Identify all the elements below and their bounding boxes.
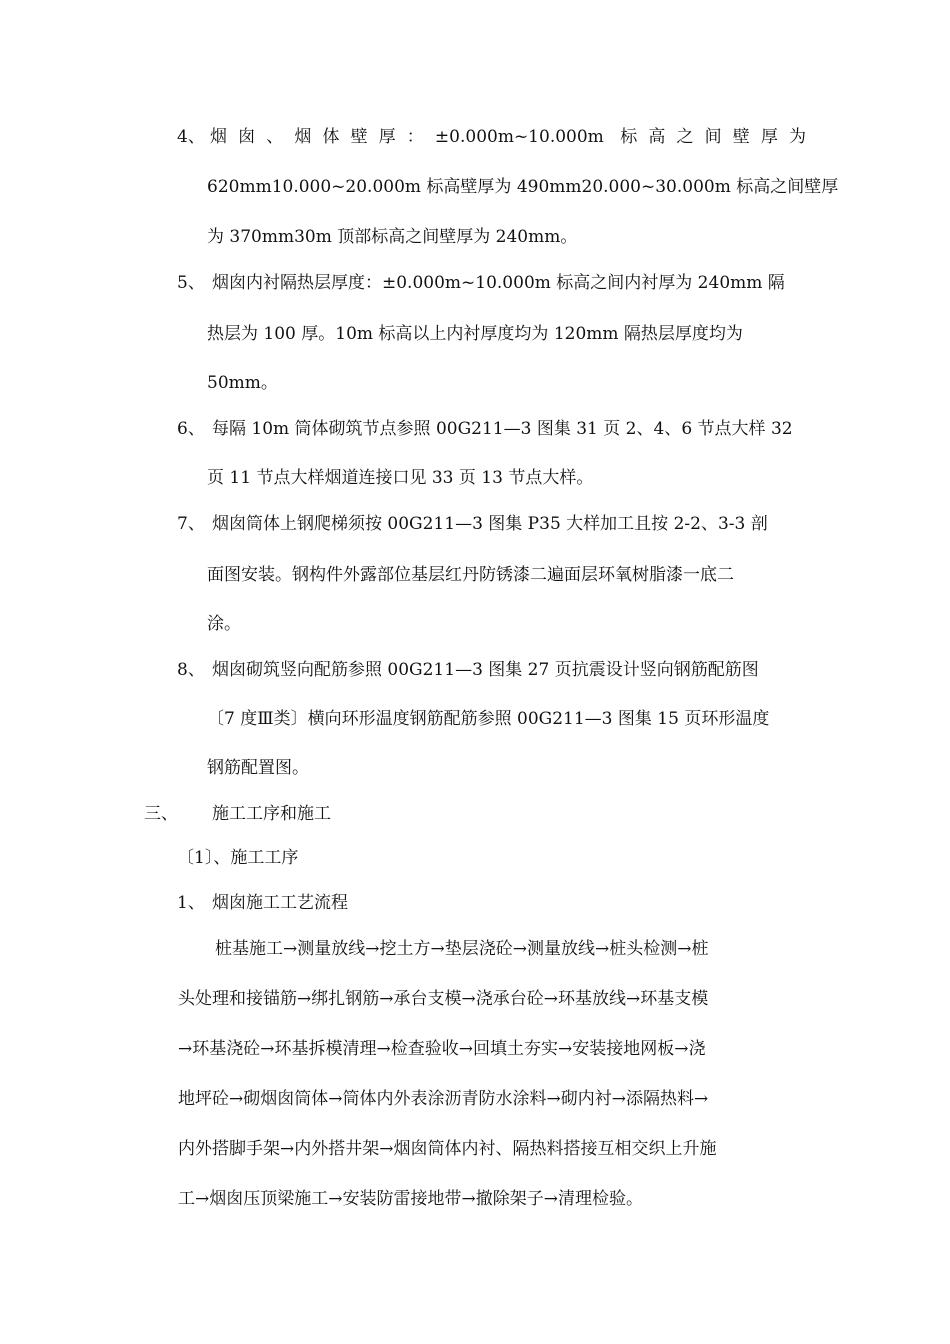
item-text-line: 页 11 节点大样烟道连接口见 33 页 13 节点大样。 (207, 468, 594, 488)
item-text-line: 〔7 度Ⅲ类〕横向环形温度钢筋配筋参照 00G211—3 图集 15 页环形温度 (207, 709, 770, 729)
item-text-line: 为 370mm30m 顶部标高之间壁厚为 240mm。 (207, 227, 578, 247)
flow-text-line: →环基浇砼→环基拆模清理→检查验收→回填土夯实→安装接地网板→浇 (178, 1039, 706, 1059)
subsection-title: 〔1〕、施工工序 (177, 848, 299, 868)
flow-text-line: 工→烟囱压顶梁施工→安装防雷接地带→撤除架子→清理检验。 (178, 1189, 643, 1209)
section-number: 三、 (144, 804, 178, 824)
section-title: 施工工序和施工 (212, 804, 331, 824)
item-number: 5、 (177, 273, 205, 293)
item-text-line: 每隔 10m 筒体砌筑节点参照 00G211—3 图集 31 页 2、4、6 节点大样 32 (212, 419, 793, 439)
item-text-line: 烟囱砌筑竖向配筋参照 00G211—3 图集 27 页抗震设计竖向钢筋配筋图 (212, 660, 759, 680)
flow-text-line: 地坪砼→砌烟囱筒体→筒体内外表涂沥青防水涂料→砌内衬→添隔热料→ (178, 1089, 709, 1109)
item-number: 6、 (177, 419, 205, 439)
flow-text-line: 桩基施工→测量放线→挖土方→垫层浇砼→测量放线→桩头检测→桩 (215, 939, 709, 959)
item-number: 8、 (177, 660, 205, 680)
item-text-line: 热层为 100 厚。10m 标高以上内衬厚度均为 120mm 隔热层厚度均为 (207, 324, 743, 344)
item-number: 4、 (177, 127, 205, 147)
item-title: 烟囱施工工艺流程 (212, 893, 348, 913)
item-text-line: 涂。 (207, 614, 241, 634)
item-text-line: 钢筋配置图。 (207, 758, 309, 778)
item-text-line: 面图安装。钢构件外露部位基层红丹防锈漆二遍面层环氧树脂漆一底二 (207, 565, 734, 585)
item-text-line: 620mm10.000~20.000m 标高壁厚为 490mm20.000~30.000m 标高之间壁厚 (207, 177, 839, 197)
item-text-line: 烟囱、烟体壁厚：±0.000m~10.000m 标高之间壁厚为 (210, 127, 806, 147)
item-text-line: 50mm。 (207, 373, 278, 393)
flow-text-line: 头处理和接锚筋→绑扎钢筋→承台支模→浇承台砼→环基放线→环基支模 (178, 989, 709, 1009)
item-number: 7、 (177, 514, 205, 534)
flow-text-line: 内外搭脚手架→内外搭井架→烟囱筒体内衬、隔热料搭接互相交织上升施 (178, 1139, 717, 1159)
item-text-line: 烟囱筒体上钢爬梯须按 00G211—3 图集 P35 大样加工且按 2-2、3-3 剖 (212, 514, 768, 534)
item-text-line: 烟囱内衬隔热层厚度：±0.000m~10.000m 标高之间内衬厚为 240mm 隔 (212, 273, 785, 293)
item-number: 1、 (177, 893, 205, 913)
